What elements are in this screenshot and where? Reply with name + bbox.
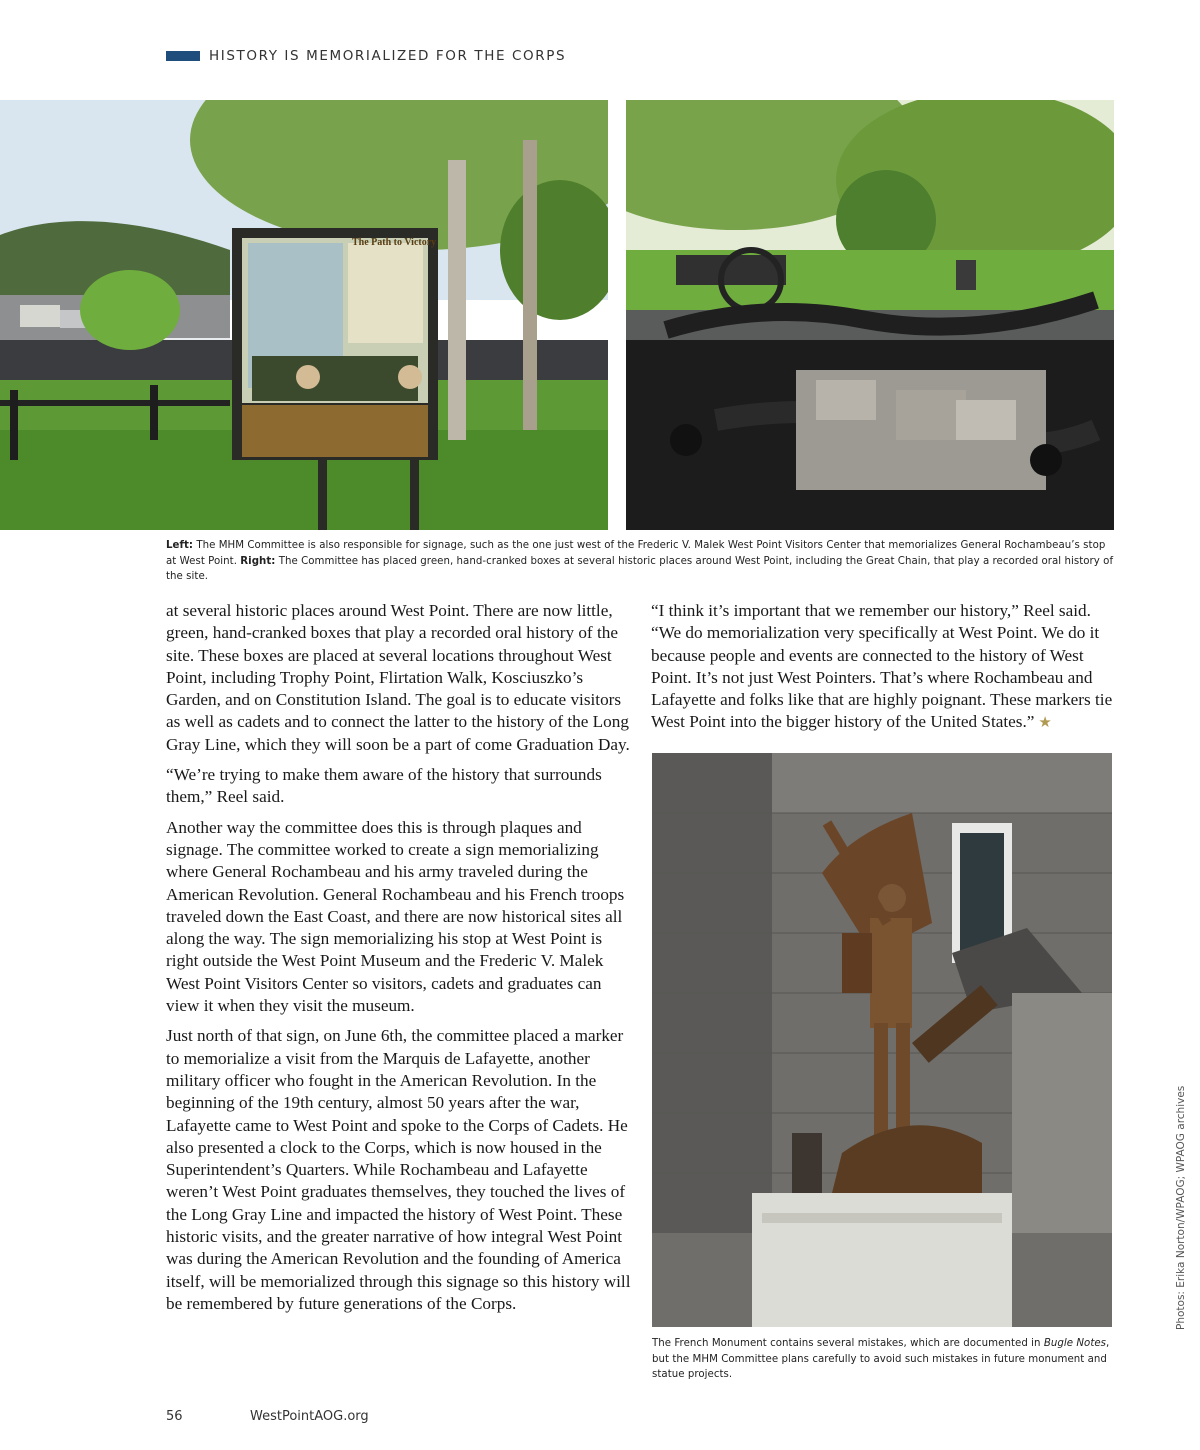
end-mark-star-icon: ★ (1038, 715, 1052, 732)
body-paragraph: “We’re trying to make them aware of the history that surrounds them,” Reel said. (166, 765, 602, 807)
section-accent-bar (166, 51, 200, 61)
body-paragraph: Another way the committee does this is through plaques and signage. The committee worked to create a sign memorializing where General Rochambeau and his army traveled during the American Revolution. General Rochambeau and his French troops traveled down the East Coast, and there are now historical sites all along the way. The sign memorializing his stop at West Point is right outside the West Point Museum and the Frederic V. Malek West Point Visitors Center so visitors, cadets and graduates can view it when they visit the museum. (166, 817, 625, 1016)
caption-left-text: The MHM Committee is also responsible for signage, such as the one just west of the Frederic V. Malek West Point Visitors Center that memorializes General Rochambeau’s stop at West Point. (166, 540, 1106, 567)
quote-text: “I think it’s important that we remember our history,” Reel said. “We do memorialization very specifically at West Point. We do it because people and events are connected to the history of West Point. It’s not just West Pointers. That’s where Rochambeau and Lafayette and folks like that are highly poignant. These markers tie West Point into the bigger history of the United States.” (651, 601, 1113, 732)
photo-great-chain (626, 100, 1114, 530)
body-paragraph: at several historic places around West Point. There are now little, green, hand-cranked boxes that play a recorded oral history of the site. These boxes are placed at several locations throughout West Point, including Trophy Point, Flirtation Walk, Kosciuszko’s Garden, and on Constitution Island. The goal is to educate visitors as well as cadets and to connect the latter to the history of the Long Gray Line, which they will soon be a part of come Graduation Day. (166, 601, 630, 754)
caption-statue-italic: Bugle Notes (1043, 1338, 1107, 1349)
caption-statue-text: The French Monument contains several mistakes, which are documented in (652, 1338, 1044, 1349)
section-header (166, 46, 566, 66)
photo-rochambeau-sign (0, 100, 608, 530)
caption-left-label: Left: (166, 540, 194, 551)
photo-caption-statue (652, 1336, 1122, 1383)
sign-title-line: The Path to Victory (352, 237, 437, 248)
body-paragraph: Just north of that sign, on June 6th, the committee placed a marker to memorialize a visit from the Marquis de Lafayette, another military officer who fought in the American Revolution. In the beginning of the 19th century, almost 50 years after the war, Lafayette came to West Point and spoke to the Corps of Cadets. He also presented a clock to the Corps, which is now housed in the Superintendent’s Quarters. While Rochambeau and Lafayette weren’t West Point graduates themselves, they touched the lives of the Long Gray Line and impacted the history of West Point. These historic visits, and the greater narrative of how integral West Point was during the American Revolution and the founding of America itself, will be memorialized through this signage so this history will be remembered by future generations of the Corps. (166, 1026, 631, 1313)
page-number: 56 (166, 1409, 183, 1424)
photo-credit: Photos: Erika Norton/WPAOG; WPAOG archives (1175, 1085, 1187, 1330)
body-column-right (651, 600, 1121, 743)
site-name: WestPointAOG.org (250, 1409, 369, 1424)
body-column-left (166, 600, 636, 1323)
caption-statue-text-end: , but the MHM Committee plans carefully to avoid such mistakes in future monument and statue projects. (652, 1338, 1110, 1381)
photo-caption-top (166, 538, 1116, 585)
photo-french-monument (652, 753, 1112, 1327)
caption-right-label: Right: (240, 555, 276, 567)
section-title: HISTORY IS MEMORIALIZED FOR THE CORPS (209, 48, 567, 64)
body-paragraph-quote (651, 600, 1121, 735)
caption-right-text: The Committee has placed green, hand-cranked boxes at several historic places around West Point, including the Great Chain, that play a recorded oral history of the site. (166, 555, 1114, 583)
